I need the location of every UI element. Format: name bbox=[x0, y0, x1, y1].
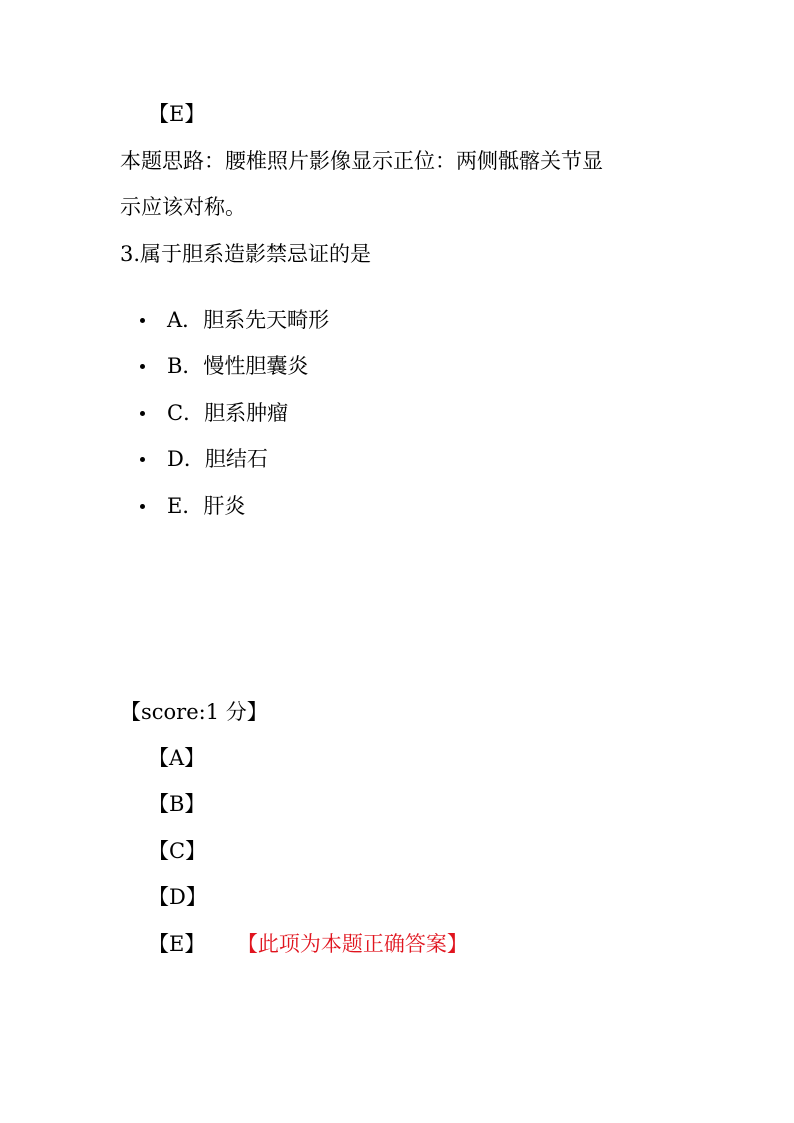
answer-e-row bbox=[148, 930, 468, 958]
bullet-icon bbox=[140, 318, 145, 323]
option-e-text: E．肝炎 bbox=[167, 494, 246, 518]
correct-answer-mark: 【此项为本题正确答案】 bbox=[247, 932, 468, 956]
question-text: 3.属于胆系造影禁忌证的是 bbox=[120, 242, 372, 266]
explanation-line-2: 示应该对称。 bbox=[120, 195, 246, 219]
score-label: 【score:1 分】 bbox=[120, 700, 268, 724]
explanation-line-1: 本题思路：腰椎照片影像显示正位：两侧骶髂关节显 bbox=[120, 149, 603, 173]
bullet-icon bbox=[140, 411, 145, 416]
option-b-text: B．慢性胆囊炎 bbox=[167, 354, 309, 378]
option-d bbox=[140, 445, 268, 473]
answer-d: 【D】 bbox=[148, 885, 207, 909]
answer-a: 【A】 bbox=[148, 746, 206, 770]
option-e bbox=[140, 492, 245, 520]
answer-c: 【C】 bbox=[148, 839, 207, 863]
bullet-icon bbox=[140, 364, 145, 369]
answer-b: 【B】 bbox=[148, 792, 206, 816]
option-c-text: C．胆系肿瘤 bbox=[167, 401, 289, 425]
option-d-text: D．胆结石 bbox=[167, 447, 268, 471]
option-a-text: A．胆系先天畸形 bbox=[167, 308, 330, 332]
bullet-icon bbox=[140, 504, 145, 509]
answer-e: 【E】 bbox=[148, 932, 206, 956]
previous-answer-label: 【E】 bbox=[148, 102, 206, 126]
bullet-icon bbox=[140, 457, 145, 462]
option-c bbox=[140, 399, 288, 427]
option-a bbox=[140, 306, 329, 334]
option-b bbox=[140, 352, 308, 380]
